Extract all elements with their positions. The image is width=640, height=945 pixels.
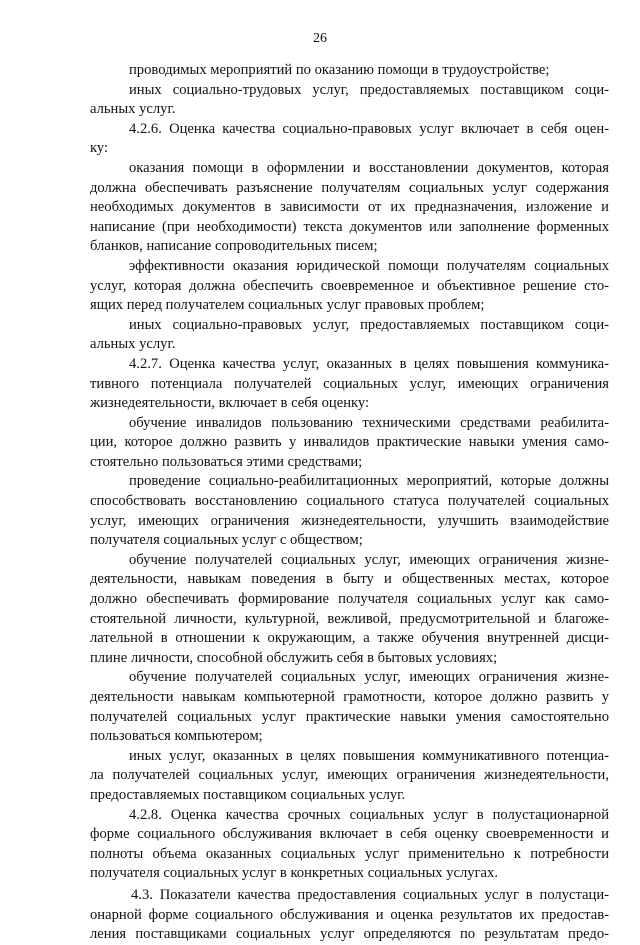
text-line: должна обеспечивать разъяснение получателям социальных услуг содержания <box>90 179 609 196</box>
text-line: форме социального обслуживания включает в себя оценку своевременности и <box>90 826 609 843</box>
text-line: 4.3. Показатели качества предоставления социальных услуг в полустаци- <box>131 886 609 903</box>
text-line: необходимых документов в зависимости от их предназначения, изложение и <box>90 199 609 216</box>
text-line: деятельности, навыкам поведения в быту и общественных местах, которое <box>90 571 609 588</box>
text-line: услуг, которая должна обеспечить своевременное и объективное решение сто- <box>90 277 609 294</box>
text-line: альных услуг. <box>90 336 176 353</box>
document-body <box>90 61 609 945</box>
text-line: ла получателей социальных услуг, имеющих ограничения жизнедеятельности, <box>90 767 609 784</box>
text-line: ку: <box>90 140 109 157</box>
text-line: пользоваться компьютером; <box>90 728 263 745</box>
text-line: ления поставщиками социальных услуг определяются по результатам предо- <box>90 926 609 943</box>
page-number: 26 <box>313 31 327 46</box>
text-line: иных услуг, оказанных в целях повышения коммуникативного потенциа- <box>129 747 609 764</box>
text-line: ящих перед получателем социальных услуг правовых проблем; <box>90 297 485 314</box>
text-line: обучение инвалидов пользованию техническими средствами реабилита- <box>129 414 609 431</box>
text-line: плине личности, способной обслужить себя в бытовых условиях; <box>90 649 498 666</box>
text-line: обучение получателей социальных услуг, имеющих ограничения жизне- <box>129 551 609 568</box>
text-line: получателей социальных услуг практические навыки умения самостоятельно <box>90 708 609 725</box>
text-line: лательной в отношении к окружающим, а также обучения внутренней дисци- <box>90 630 609 647</box>
text-line: обучение получателей социальных услуг, имеющих ограничения жизне- <box>129 669 609 686</box>
text-line: альных услуг. <box>90 101 176 118</box>
text-line: должно обеспечивать формирование получателя социальных услуг как само- <box>90 591 609 608</box>
text-line: услуг, имеющих ограничения жизнедеятельности, улучшить взаимодействие <box>90 512 609 529</box>
text-line: стоятельно пользоваться этими средствами; <box>90 453 363 470</box>
text-line: стоятельной личности, культурной, вежливой, предусмотрительной и благоже- <box>90 610 609 627</box>
text-line: проводимых мероприятий по оказанию помощи в трудоустройстве; <box>129 62 550 78</box>
text-line: тивного потенциала получателей социальных услуг, имеющих ограничения <box>90 375 609 392</box>
text-line: способствовать восстановлению социального статуса получателей социальных <box>90 493 609 510</box>
text-line: иных социально-правовых услуг, предоставляемых поставщиком соци- <box>129 316 609 333</box>
text-line: деятельности навыкам компьютерной грамотности, которое должно развить у <box>90 689 609 705</box>
text-line: бланков, написание сопроводительных писем; <box>90 238 378 255</box>
text-line: 4.2.8. Оценка качества срочных социальных услуг в полустационарной <box>129 806 609 823</box>
text-line: получателя социальных услуг в конкретных социальных услугах. <box>90 865 498 882</box>
text-line: получателя социальных услуг с обществом; <box>90 532 363 549</box>
text-line: полноты объема оказанных социальных услуг применительно к потребности <box>90 845 609 862</box>
text-line: ции, которое должно развить у инвалидов практические навыки умения само- <box>90 434 609 451</box>
text-line: проведение социально-реабилитационных мероприятий, которые должны <box>129 473 609 490</box>
text-line: жизнедеятельности, включает в себя оценку: <box>90 395 370 412</box>
text-line: 4.2.6. Оценка качества социально-правовых услуг включает в себя оцен- <box>129 120 609 137</box>
text-line: предоставляемых поставщиком социальных услуг. <box>90 786 406 803</box>
text-line: эффективности оказания юридической помощи получателям социальных <box>129 257 609 274</box>
text-line: оказания помощи в оформлении и восстановлении документов, которая <box>129 159 609 176</box>
text-line: онарной форме социального обслуживания и оценка результатов их предостав- <box>90 906 609 923</box>
text-line: написание (при необходимости) текста документов или заполнение форменных <box>90 218 609 235</box>
text-line: 4.2.7. Оценка качества услуг, оказанных в целях повышения коммуника- <box>129 355 609 372</box>
text-line: иных социально-трудовых услуг, предоставляемых поставщиком соци- <box>129 81 609 98</box>
